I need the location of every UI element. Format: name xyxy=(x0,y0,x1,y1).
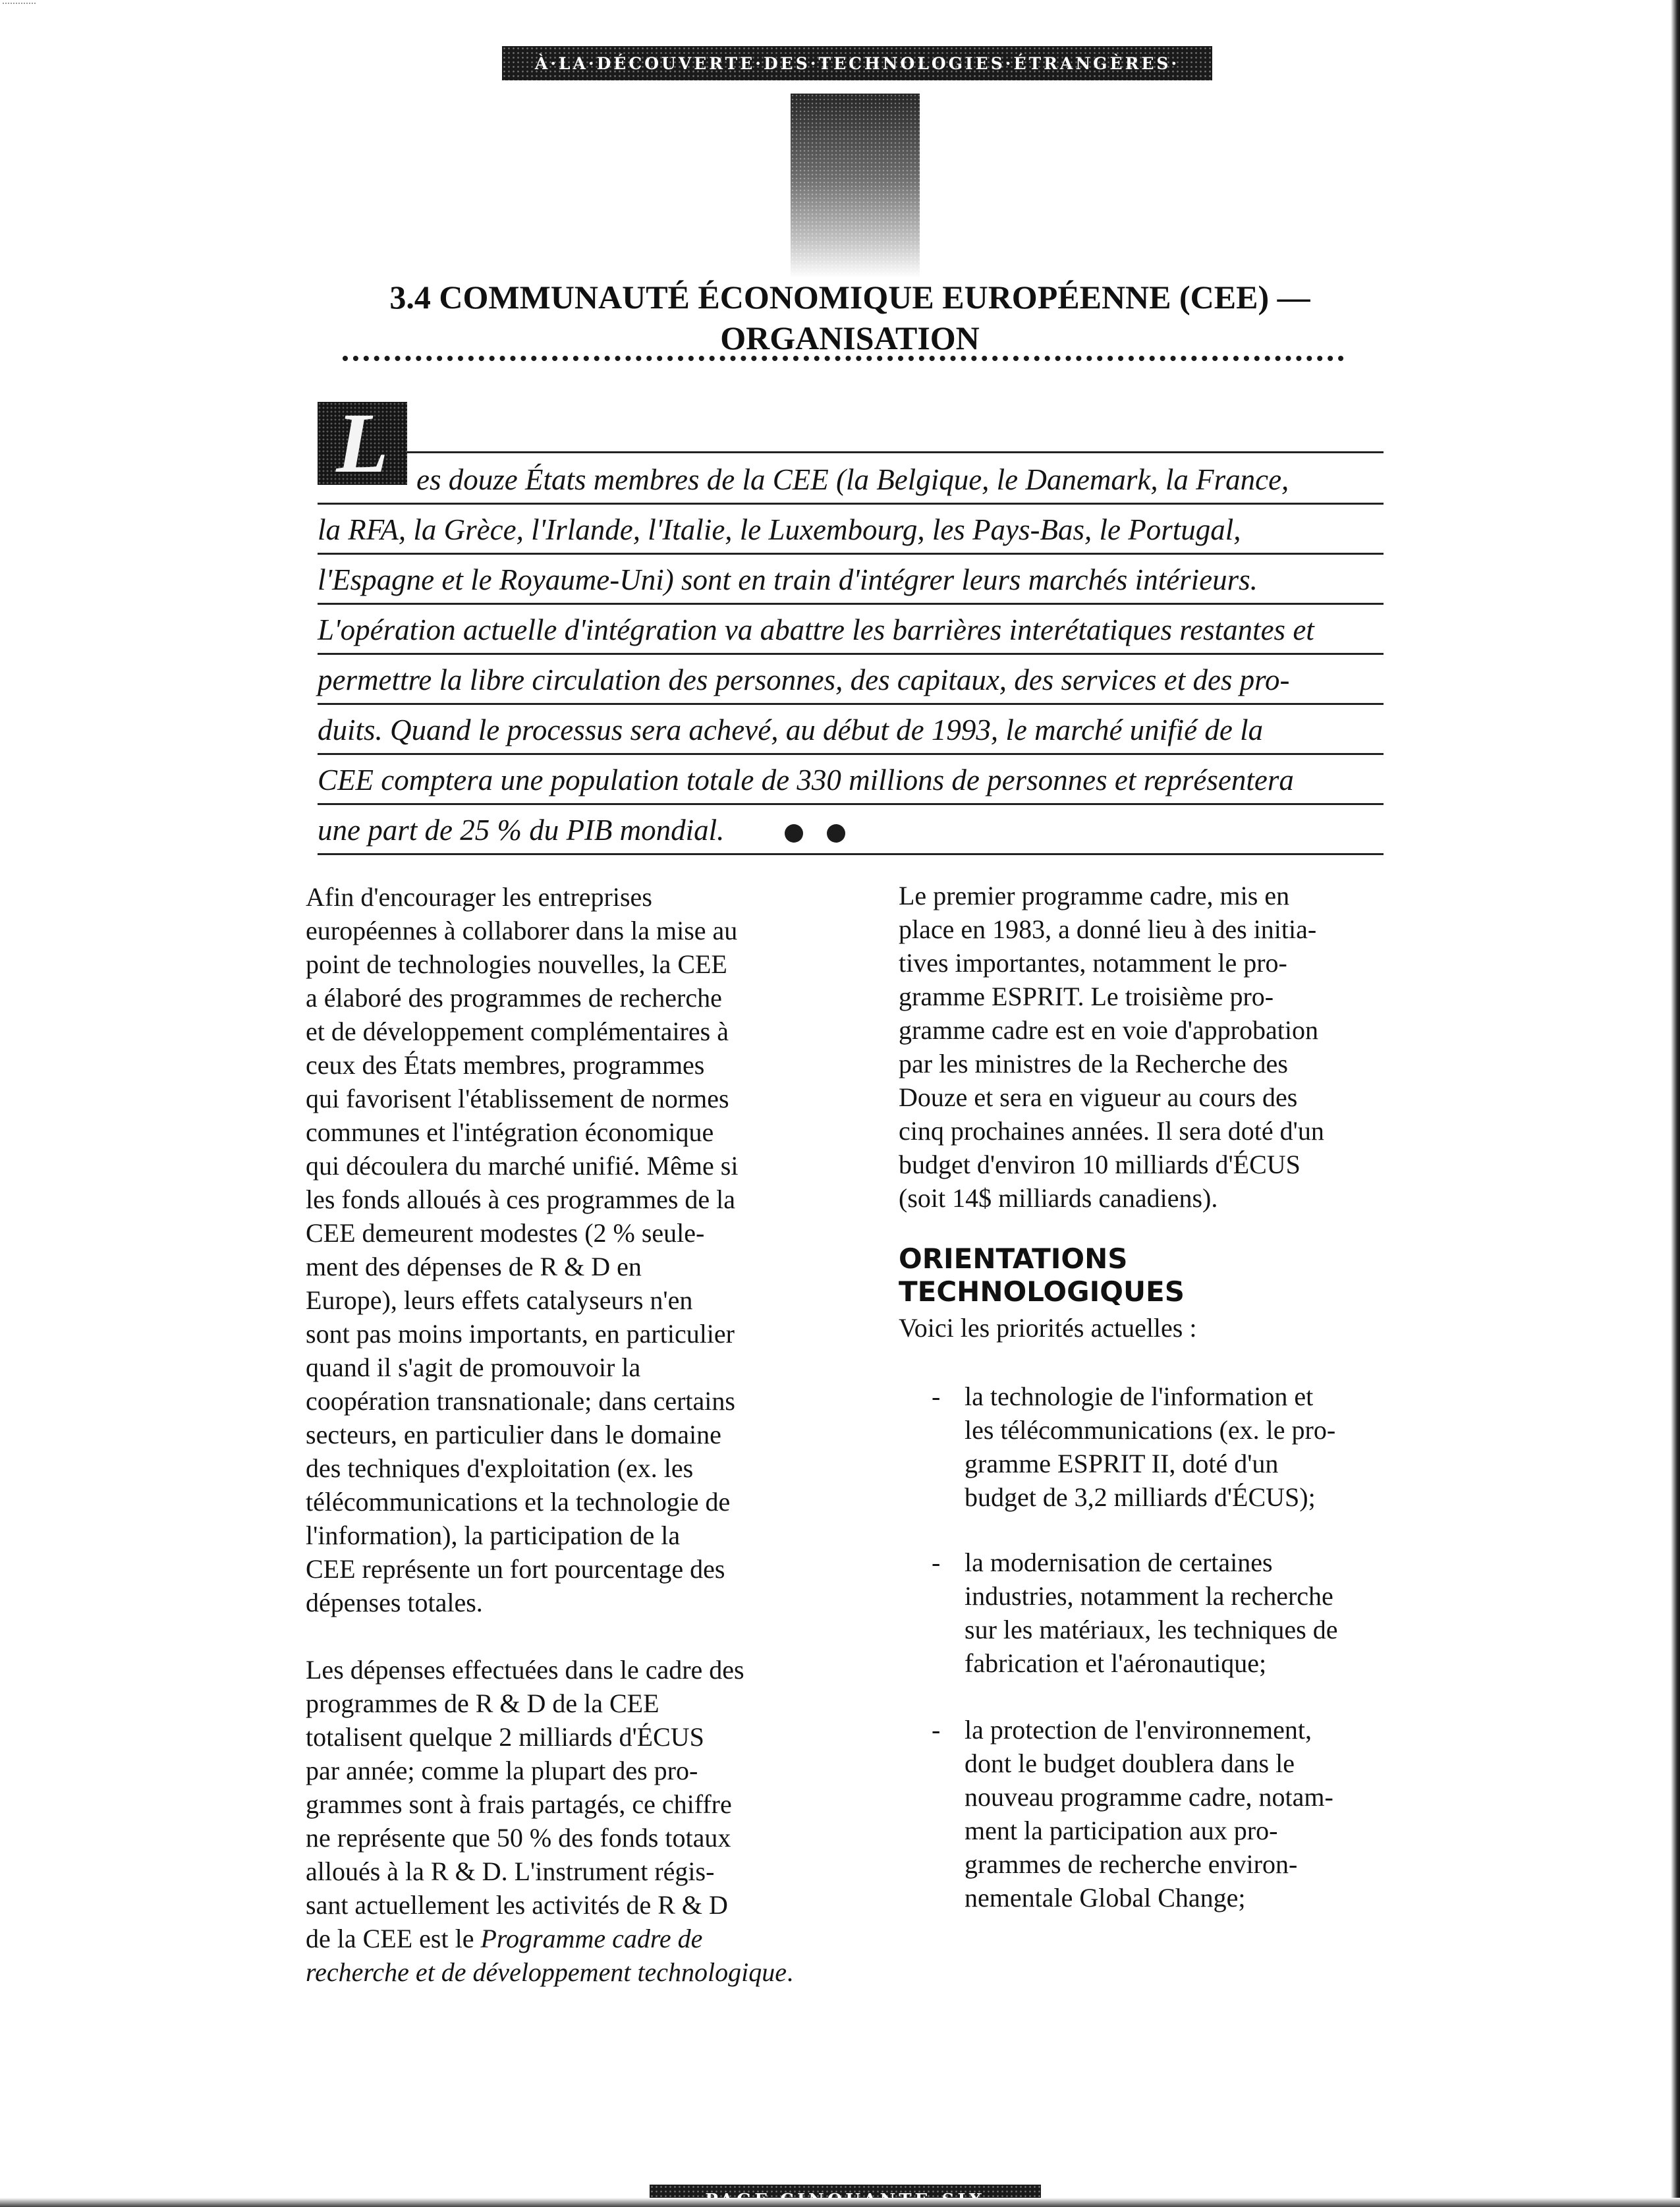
text-line: communes et l'intégration économique xyxy=(306,1117,714,1147)
text-line: programmes de R & D de la CEE xyxy=(306,1689,659,1718)
text-line: qui découlera du marché unifié. Même si xyxy=(306,1151,739,1181)
text-line xyxy=(306,1922,806,1955)
text-line: nementale Global Change; xyxy=(965,1883,1246,1913)
text-line: européennes à collaborer dans la mise au xyxy=(306,916,738,945)
text-fragment: . xyxy=(787,1957,794,1987)
lead-line: duits. Quand le processus sera achevé, au début de 1993, le marché unifié de la xyxy=(318,705,1384,755)
text-line: gramme ESPRIT II, doté d'un xyxy=(965,1449,1279,1478)
section-heading-line-1: ORIENTATIONS xyxy=(899,1243,1128,1275)
text-line: point de technologies nouvelles, la CEE xyxy=(306,949,727,979)
text-line: Europe), leurs effets catalyseurs n'en xyxy=(306,1285,693,1315)
text-line: Le premier programme cadre, mis en xyxy=(899,881,1290,910)
text-line: qui favorisent l'établissement de normes xyxy=(306,1084,729,1113)
lead-line: l'Espagne et le Royaume-Uni) sont en train d'intégrer leurs marchés intérieurs. xyxy=(318,555,1384,605)
list-item xyxy=(932,1380,1336,1514)
text-line: sur les matériaux, les techniques de xyxy=(965,1615,1338,1644)
text-line: les fonds alloués à ces programmes de la xyxy=(306,1185,736,1214)
text-line: (soit 14$ milliards canadiens). xyxy=(899,1183,1218,1213)
lead-line: CEE comptera une population totale de 330 millions de personnes et représentera xyxy=(318,755,1384,805)
text-line: place en 1983, a donné lieu à des initia- xyxy=(899,914,1317,944)
text-line: la protection de l'environnement, xyxy=(965,1715,1312,1745)
text-line: l'information), la participation de la xyxy=(306,1521,681,1550)
section-heading xyxy=(899,1243,1185,1308)
end-mark-dot-icon xyxy=(827,824,845,843)
left-column xyxy=(306,880,806,1989)
lead-line: es douze États membres de la CEE (la Belgique, le Danemark, la France, xyxy=(318,455,1384,505)
lead-line-text: une part de 25 % du PIB mondial. xyxy=(318,814,725,847)
text-line: télécommunications et la technologie de xyxy=(306,1487,731,1517)
text-line: ne représente que 50 % des fonds totaux xyxy=(306,1823,731,1853)
list-item xyxy=(932,1713,1333,1914)
title-line-2: ORGANISATION xyxy=(720,320,980,356)
end-mark-dot-icon xyxy=(785,824,803,843)
lead-line: la RFA, la Grèce, l'Irlande, l'Italie, le Luxembourg, les Pays-Bas, le Portugal, xyxy=(318,505,1384,555)
text-line: grammes sont à frais partagés, ce chiffre xyxy=(306,1789,732,1819)
decorative-gradient-block xyxy=(791,94,920,278)
drop-cap-letter: L xyxy=(336,396,389,491)
text-line: budget d'environ 10 milliards d'ÉCUS xyxy=(899,1150,1301,1179)
text-line: ment des dépenses de R & D en xyxy=(306,1252,642,1281)
lead-line: permettre la libre circulation des personnes, des capitaux, des services et des pro- xyxy=(318,655,1384,705)
text-line: ment la participation aux pro- xyxy=(965,1816,1278,1845)
text-line: sant actuellement les activités de R & D xyxy=(306,1890,728,1920)
text-line: sont pas moins importants, en particulier xyxy=(306,1319,735,1349)
scan-bottom-edge xyxy=(0,2198,1680,2207)
priorities-intro xyxy=(899,1311,1196,1345)
page-title xyxy=(310,277,1390,358)
text-fragment: de la CEE est le xyxy=(306,1924,481,1953)
text-line: fabrication et l'aéronautique; xyxy=(965,1648,1267,1678)
text-line: CEE représente un fort pourcentage des xyxy=(306,1554,725,1584)
dash-bullet: - xyxy=(932,1715,941,1745)
dash-bullet: - xyxy=(932,1382,941,1411)
text-line: par année; comme la plupart des pro- xyxy=(306,1756,698,1785)
title-line-1: 3.4 COMMUNAUTÉ ÉCONOMIQUE EUROPÉENNE (CEE) — xyxy=(389,279,1310,316)
left-para-1 xyxy=(306,880,806,1619)
text-line: et de développement complémentaires à xyxy=(306,1017,729,1046)
text-line: CEE demeurent modestes (2 % seule- xyxy=(306,1218,705,1248)
program-title-italic: Programme cadre de xyxy=(480,1924,703,1953)
text-line: Douze et sera en vigueur au cours des xyxy=(899,1082,1298,1112)
program-title-italic: recherche et de développement technologique xyxy=(306,1957,787,1987)
text-line: Voici les priorités actuelles : xyxy=(899,1313,1197,1343)
scan-artifact-mark xyxy=(3,3,36,12)
text-line: la modernisation de certaines xyxy=(965,1548,1273,1577)
header-banner xyxy=(502,46,1212,80)
text-line: la technologie de l'information et xyxy=(965,1382,1314,1411)
text-line: par les ministres de la Recherche des xyxy=(899,1049,1288,1078)
text-line: Les dépenses effectuées dans le cadre des xyxy=(306,1655,744,1685)
text-line: gramme cadre est en voie d'approbation xyxy=(899,1015,1318,1045)
list-item xyxy=(932,1546,1338,1680)
paragraph-gap xyxy=(306,1619,806,1653)
lead-line-last xyxy=(318,805,1384,855)
text-line: dont le budget doublera dans le xyxy=(965,1748,1295,1778)
text-line: secteurs, en particulier dans le domaine xyxy=(306,1420,721,1449)
text-line: des techniques d'exploitation (ex. les xyxy=(306,1453,694,1483)
section-heading-line-2: TECHNOLOGIQUES xyxy=(899,1275,1185,1308)
lead-top-rule xyxy=(407,403,1384,453)
end-mark-dots xyxy=(785,808,869,858)
text-line: totalisent quelque 2 milliards d'ÉCUS xyxy=(306,1722,704,1752)
text-line: quand il s'agit de promouvoir la xyxy=(306,1353,641,1382)
text-line: Afin d'encourager les entreprises xyxy=(306,882,652,912)
scan-edge-shadow xyxy=(1671,0,1680,2207)
text-line: cinq prochaines années. Il sera doté d'un xyxy=(899,1116,1324,1146)
text-line: tives importantes, notamment le pro- xyxy=(899,948,1287,978)
header-banner-text: À·LA·DÉCOUVERTE·DES·TECHNOLOGIES·ÉTRANGÈRES· xyxy=(534,53,1180,73)
text-line: industries, notamment la recherche xyxy=(965,1581,1333,1611)
text-line: dépenses totales. xyxy=(306,1588,483,1617)
text-line: gramme ESPRIT. Le troisième pro- xyxy=(899,982,1274,1011)
dash-bullet: - xyxy=(932,1548,941,1577)
text-line: grammes de recherche environ- xyxy=(965,1849,1298,1879)
text-line: budget de 3,2 milliards d'ÉCUS); xyxy=(965,1482,1316,1512)
text-line: a élaboré des programmes de recherche xyxy=(306,983,722,1013)
text-line: alloués à la R & D. L'instrument régis- xyxy=(306,1857,715,1886)
text-line: coopération transnationale; dans certains xyxy=(306,1386,735,1416)
text-line: ceux des États membres, programmes xyxy=(306,1050,705,1080)
lead-line: L'opération actuelle d'intégration va abattre les barrières interétatiques restantes et xyxy=(318,605,1384,655)
title-dotted-rule xyxy=(343,356,1344,365)
left-para-2 xyxy=(306,1653,806,1989)
text-line: nouveau programme cadre, notam- xyxy=(965,1782,1333,1812)
text-line: les télécommunications (ex. le pro- xyxy=(965,1415,1336,1445)
text-line xyxy=(306,1955,806,1989)
right-column xyxy=(899,879,1413,1215)
